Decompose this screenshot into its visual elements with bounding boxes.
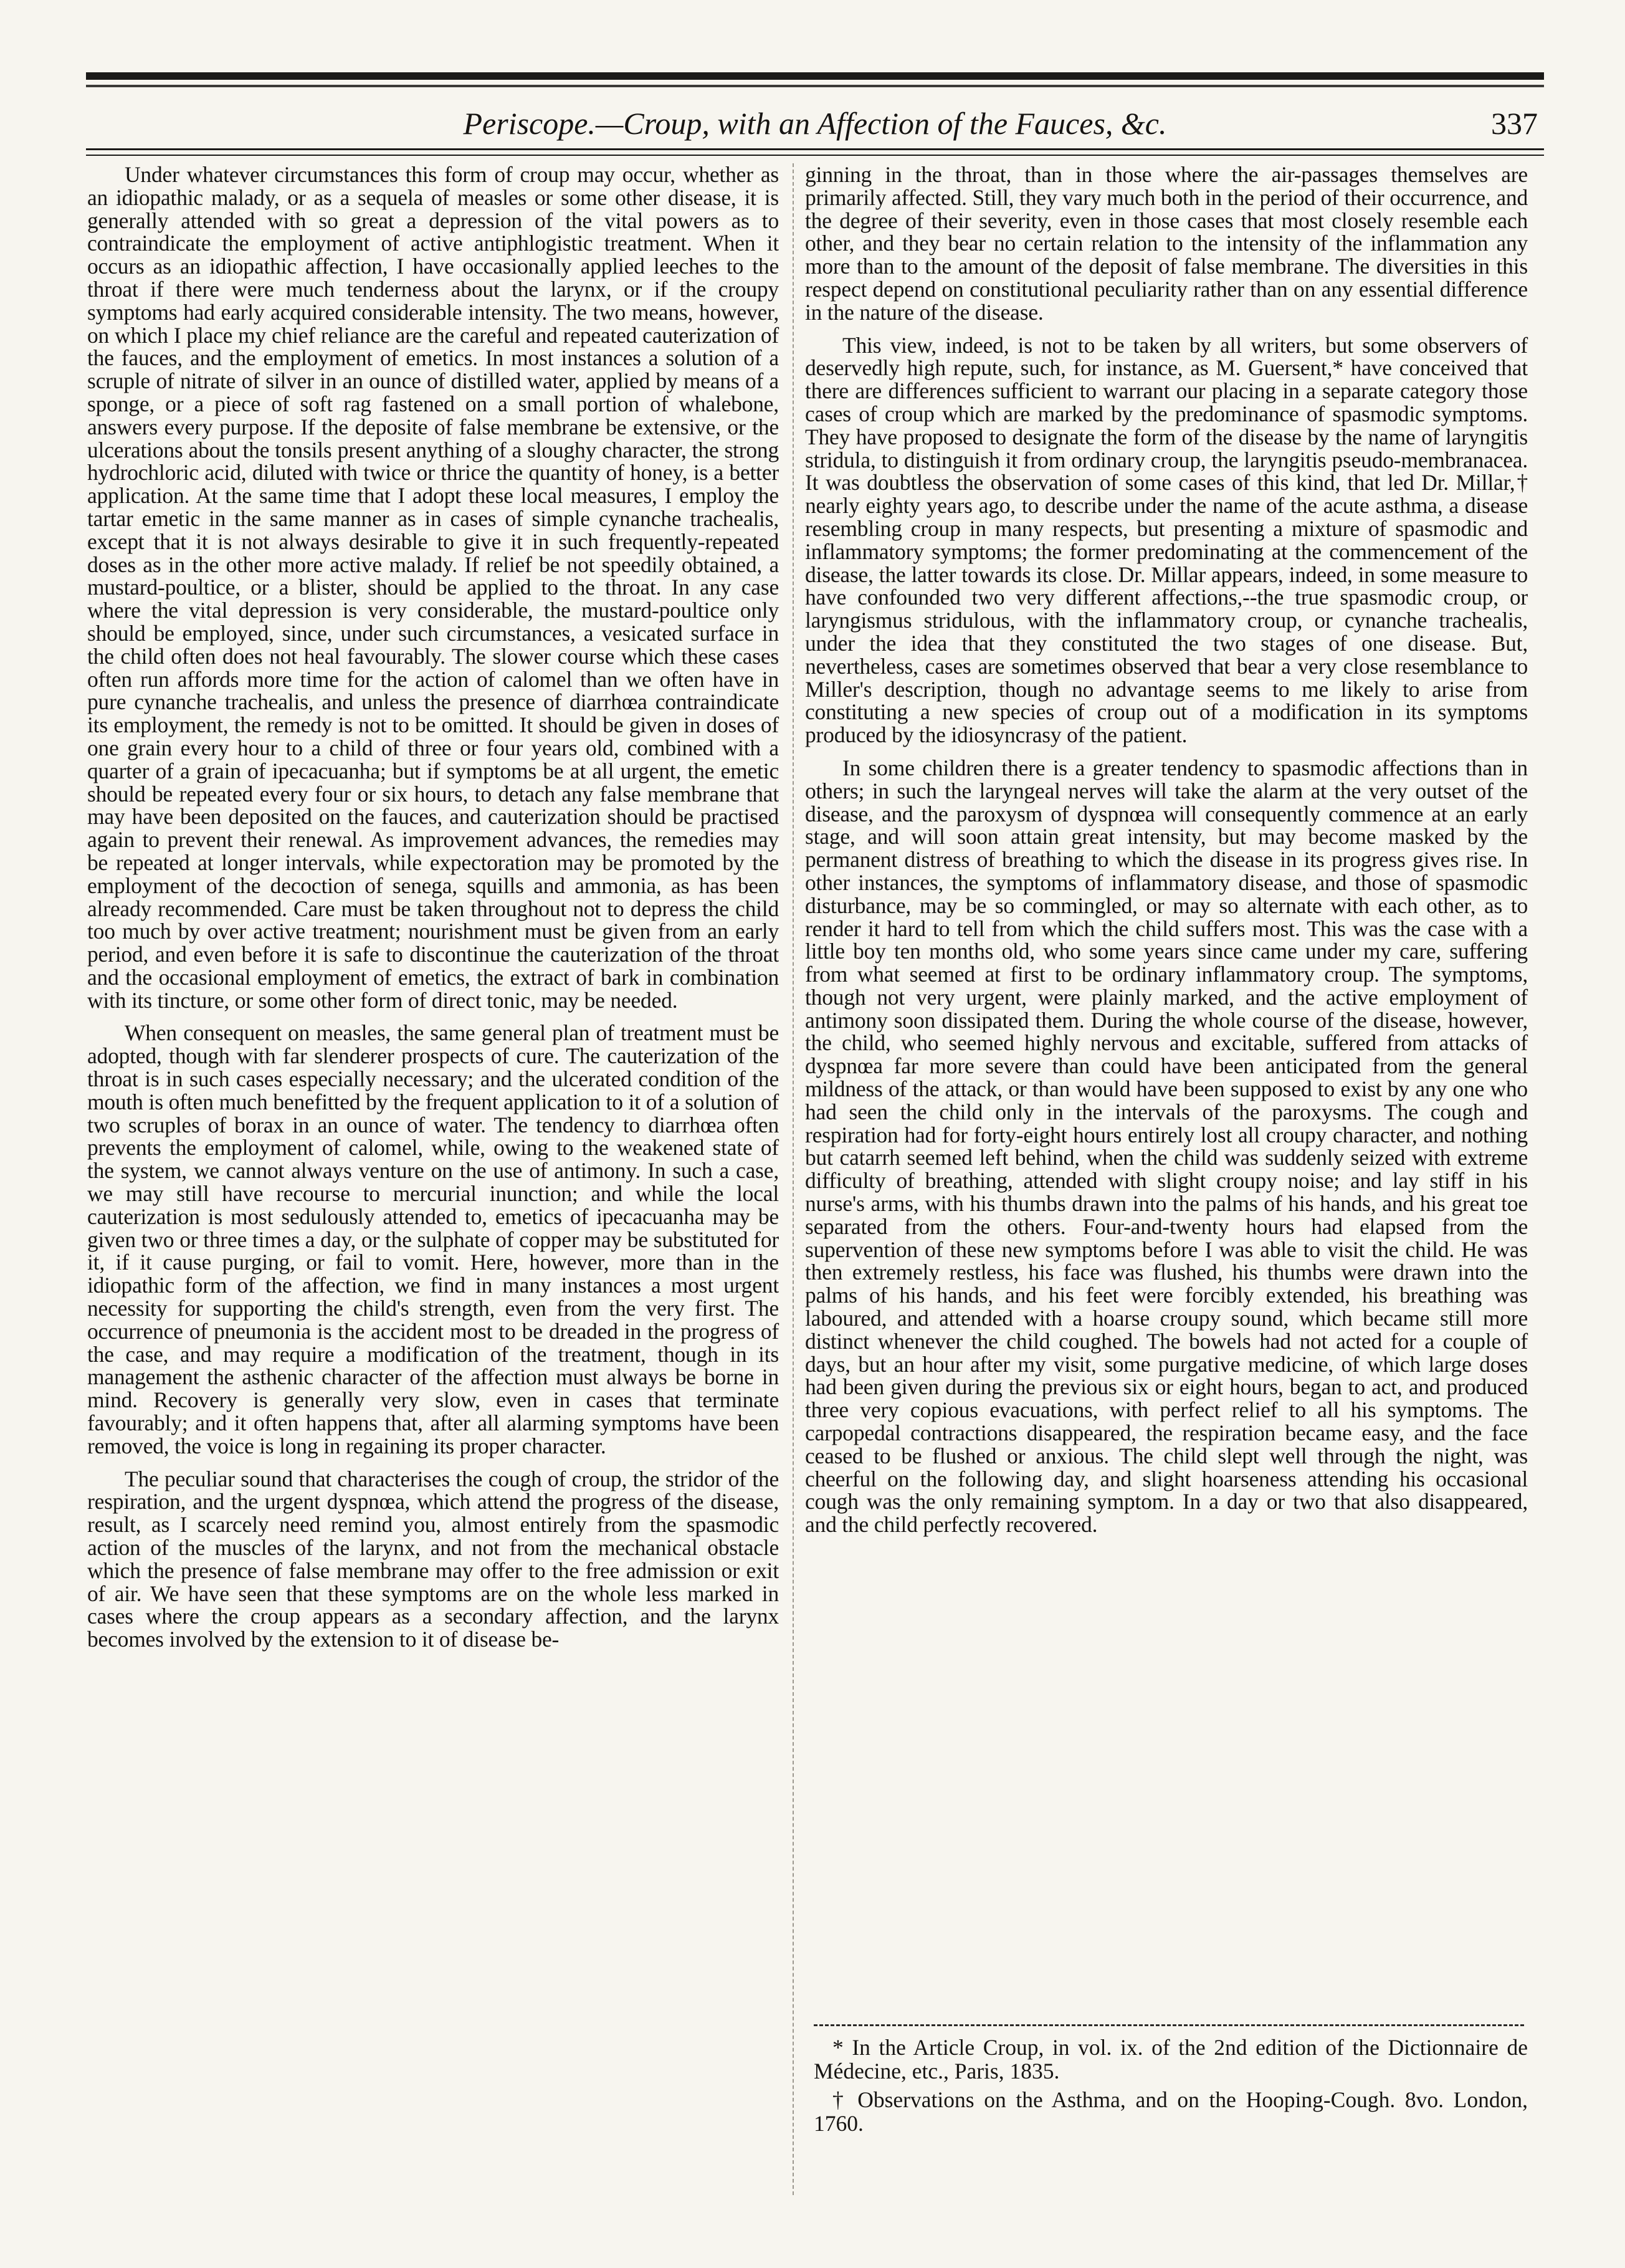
- paragraph-view: This view, indeed, is not to be taken by all writers, but some observers of deservedly high repute, such, for instance, as M. Guersent,* have conceived that there are differences sufficient to warrant our placing in a separate category those cases of croup which are marked by the predominance of spasmodic symptoms. They have proposed to designate the form of the disease by the name of laryngitis stridula, to distinguish it from ordinary croup, the laryngitis pseudo-membranacea. It was doubtless the observation of some cases of this kind, that led Dr. Millar,† nearly eighty years ago, to describe under the name of the acute asthma, a disease resembling croup in many respects, but presenting a mixture of spasmodic and inflammatory symptoms; the former predominating at the commencement of the disease, the latter towards its close. Dr. Millar appears, indeed, in some measure to have confounded two very different affections,--the true spasmodic croup, or laryngismus stridulous, with the inflammatory croup, or cynanche trachealis, under the idea that they constituted the two stages of one disease. But, nevertheless, cases are sometimes observed that bear a very close resemblance to Miller's description, though no advantage seems to me likely to arise from constituting a new species of croup out of a modification in its symptoms produced by the idiosyncrasy of the patient.: [805, 332, 1528, 748]
- paragraph-measles: When consequent on measles, the same general plan of treatment must be adopted, though with far slenderer prospects of cure. The cauterization of the throat is in such cases especially necessary; and the ulcerated condition of the mouth is often much benefitted by the frequent application to it of a solution of two scruples of borax in an ounce of water. The tendency to diarrhœa often prevents the employment of calomel, while, owing to the weakened state of the system, we cannot always venture on the use of antimony. In such a case, we may still have recourse to mercurial inunction; and while the local cauterization is most sedulously attended to, emetics of ipecacuanha may be given two or three times a day, or the sulphate of copper may be substituted for it, if it cause purging, or fail to vomit. Here, however, more than in the idiopathic form of the affection, we find in many instances a most urgent necessity for supporting the child's strength, even from the very first. The occurrence of pneumonia is the accident most to be dreaded in the progress of the case, and may require a modification of the treatment, though in its management the asthenic character of the affection must always be borne in mind. Recovery is generally very slow, even in cases that terminate favourably; and it often happens that, after all alarming symptoms have been removed, the voice is long in regaining its proper character.: [87, 1020, 779, 1458]
- paragraph-case-study: In some children there is a greater tendency to spasmodic affections than in others; in such the laryngeal nerves will take the alarm at the very outset of the disease, and the paroxysm of dyspnœa will consequently commence at an early stage, and will soon attain great intensity, but may become masked by the permanent distress of breathing to which the disease in its progress gives rise. In other instances, the symptoms of inflammatory disease, and those of spasmodic disturbance, may be so commingled, or may so alternate with each other, as to render it hard to tell from which the child suffers most. This was the case with a little boy ten months old, who some years since came under my care, suffering from what seemed at first to be ordinary inflammatory croup. The symptoms, though not very urgent, were plainly marked, and the active employment of antimony soon dissipated them. During the whole course of the disease, however, the child, who seemed highly nervous and excitable, suffered from attacks of dyspnœa far more severe than could have been anticipated from the general mildness of the attack, or than would have been supposed to exist by any one who had seen the child only in the intervals of the paroxysms. The cough and respiration had for forty-eight hours entirely lost all croupy character, and nothing but catarrh seemed left behind, when the child was suddenly seized with extreme difficulty of breathing, attended with slight croupy noise; and lay stiff in his nurse's arms, with his thumbs drawn into the palms of his hands, and his great toe separated from the others. Four-and-twenty hours had elapsed from the supervention of these new symptoms before I was able to visit the child. He was then extremely restless, his face was flushed, his thumbs were drawn into the palms of his hands, and his feet were forcibly extended, his breathing was laboured, and attended with a hoarse croupy sound, which became still more distinct whenever the child coughed. The bowels had not acted for a couple of days, but an hour after my visit, some purgative medicine, of which large doses had been given during the previous six or eight hours, began to act, and produced three very copious evacuations, with perfect relief to all his symptoms. The carpopedal contractions disappeared, the respiration became easy, and the face ceased to be flushed or anxious. The child slept well through the night, was cheerful on the following day, and slight hoarseness attending his occasional cough was the only remaining symptom. In a day or two that also disappeared, and the child perfectly recovered.: [805, 755, 1528, 1538]
- paragraph-continuation: ginning in the throat, than in those where the air-passages themselves are primarily affected. Still, they vary much both in the period of their occurrence, and the degree of their severity, even in those cases that most closely resemble each other, and they bear no certain relation to the intensity of the inflammation any more than to the amount of the deposit of false membrane. The diversities in this respect depend on constitutional peculiarity rather than on any essential difference in the nature of the disease.: [805, 162, 1528, 325]
- paragraph-treatment: Under whatever circumstances this form of croup may occur, whether as an idiopathic malady, or as a sequela of measles or some other disease, it is generally attended with so great a depression of the vital powers as to contraindicate the employment of active antiphlogistic treatment. When it occurs as an idiopathic affection, I have occasionally applied leeches to the throat if there were much tenderness about the larynx, or if the croupy symptoms had early acquired considerable intensity. The two means, however, on which I place my chief reliance are the careful and repeated cauterization of the fauces, and the employment of emetics. In most instances a solution of a scruple of nitrate of silver in an ounce of distilled water, applied by means of a sponge, or a piece of soft rag fastened on a small portion of whalebone, answers every purpose. If the deposite of false membrane be extensive, or the ulcerations about the tonsils present anything of a sloughy character, the strong hydrochloric acid, diluted with twice or thrice the quantity of honey, is a better application. At the same time that I adopt these local measures, I employ the tartar emetic in the same manner as in cases of simple cynanche trachealis, except that it is not always desirable to give it in such frequently-repeated doses as in the other more active malady. If relief be not speedily obtained, a mustard-poultice, or a blister, should be applied to the throat. In any case where the vital depression is very considerable, the mustard-poultice only should be employed, since, under such circumstances, a vesicated surface in the child often does not heal favourably. The slower course which these cases often run affords more time for the action of calomel than we often have in pure cynanche trachealis, and unless the presence of diarrhœa contraindicate its employment, the remedy is not to be omitted. It should be given in doses of one grain every hour to a child of three or four years old, combined with a quarter of a grain of ipecacuanha; but if symptoms be at all urgent, the emetic should be repeated every four or six hours, to detach any false membrane that may have been deposited on the fauces, and cauterization should be practised again to prevent their renewal. As improvement advances, the remedies may be repeated at longer intervals, while expectoration may be promoted by the employment of the decoction of senega, squills and ammonia, as has been already recommended. Care must be taken throughout not to depress the child too much by over active treatment; nourishment must be given from an early period, and even before it is safe to discontinue the cauterization of the throat and the occasional employment of emetics, the extract of bark in combination with its tincture, or some other form of direct tonic, may be needed.: [87, 162, 779, 1013]
- column-divider: [793, 163, 795, 2195]
- footnotes: [814, 2036, 1528, 2140]
- top-border-rule-thin: [86, 85, 1544, 87]
- left-column: [87, 163, 779, 1661]
- header-rule-thin: [86, 155, 1544, 156]
- right-column: [805, 163, 1528, 1546]
- running-header: [86, 98, 1544, 148]
- footnote-guersent: * In the Article Croup, in vol. ix. of the 2nd edition of the Dictionnaire de Médecine, etc., Paris, 1835.: [814, 2035, 1528, 2084]
- top-border-rule: [86, 72, 1544, 80]
- header-rule: [86, 148, 1544, 150]
- footnote-millar: † Observations on the Asthma, and on the Hooping-Cough. 8vo. London, 1760.: [814, 2087, 1528, 2136]
- running-title: Periscope.—Croup, with an Affection of the Fauces, &c.: [463, 106, 1167, 141]
- footnote-rule: [814, 2024, 1524, 2026]
- page-number: 337: [1491, 106, 1538, 141]
- paragraph-peculiar-sound: The peculiar sound that characterises the cough of croup, the stridor of the respiration, and the urgent dyspnœa, which attend the progress of the disease, result, as I scarcely need remind you, almost entirely from the spasmodic action of the muscles of the larynx, and not from the mechanical obstacle which the presence of false membrane may offer to the free admission or exit of air. We have seen that these symptoms are on the whole less marked in cases where the croup appears as a secondary affection, and the larynx becomes involved by the extension to it of disease be-: [87, 1466, 779, 1652]
